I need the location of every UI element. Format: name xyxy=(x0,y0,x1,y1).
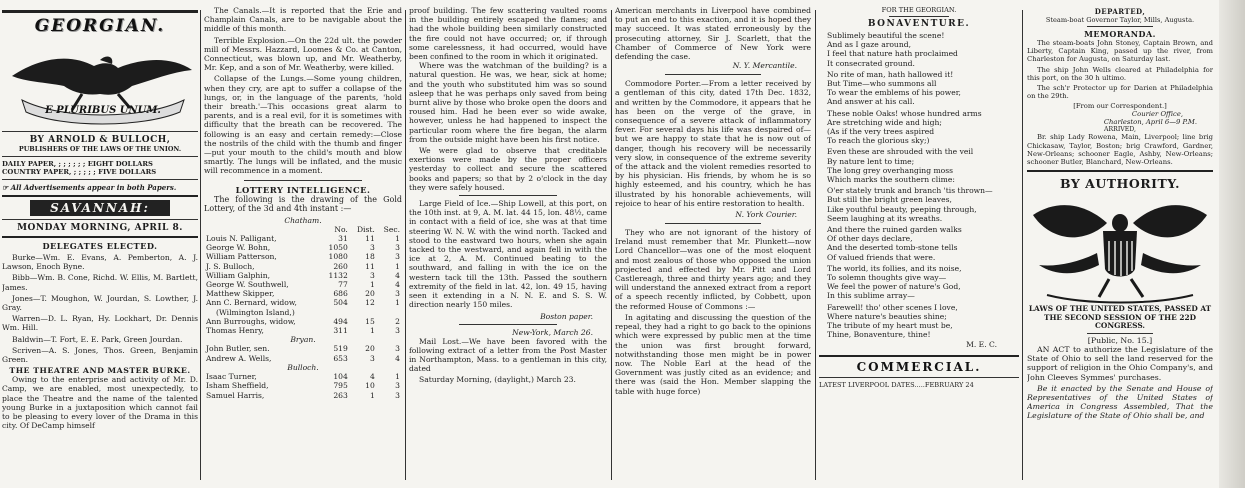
poem-stanza xyxy=(827,264,1019,301)
table-cell: George W. Bohn, xyxy=(206,243,271,253)
mail-lost-dateline: Saturday Morning, (daylight,) March 23. xyxy=(419,375,576,385)
table-cell: 504 xyxy=(333,298,348,308)
mail-lost-article: Mail Lost.—We have been favored with the following extract of a letter from the Post Master in Northampton, Mass. to a gentleman in this city, dated xyxy=(409,336,607,374)
poem-line: The tribute of my heart must be, xyxy=(827,321,953,331)
table-cell: 1 xyxy=(370,326,375,336)
table-cell: J. S. Bulloch, xyxy=(206,261,255,271)
canals-article: The Canals.—It is reported that the Erie and Champlain Canals, are to be navigable about the middle of this month. xyxy=(204,6,402,34)
table-cell: 1 xyxy=(395,298,400,308)
arrived-heading: ARRIVED, xyxy=(1104,126,1136,134)
ireland-article: They who are not ignorant of the history of Ireland must remember that Mr. Plunkett—now Lord Chancellor—was one of the most eloquent and most zealous of those who opposed the union projected and effected by Mr. Pitt and Lord Castlereagh, three and thirty years ago; and they will understand the annexed extract from a report of a speech recently inflicted, by Cobbett, upon the reformed House of Commons :— xyxy=(615,228,811,311)
delegates-list xyxy=(2,253,198,364)
poem-stanza xyxy=(827,186,1019,223)
delegate-entry: Scriven—A. S. Jones, Thos. Green, Benjamin Green. xyxy=(2,345,198,365)
table-cell: 3 xyxy=(395,252,400,262)
eagle-emblem-icon xyxy=(2,36,198,128)
issue-date: MONDAY MORNING, APRIL 8. xyxy=(17,223,183,233)
poem-line: Of other days declare, xyxy=(827,234,913,244)
table-row xyxy=(204,234,402,243)
table-row xyxy=(204,381,402,390)
memoranda-entry: The ship John Wells cleared at Philadelphia for this port, on the 30 h ultimo. xyxy=(1027,65,1213,82)
poem-line: And the deserted tomb-stone tells xyxy=(827,243,958,253)
poem-line: Which marks the southern clime: xyxy=(827,175,955,185)
county-bryan: Bryan. xyxy=(290,335,316,345)
table-cell: 3 xyxy=(395,243,400,253)
country-paper-price: COUNTRY PAPER, ; ; ; ; ; FIVE DOLLARS xyxy=(2,168,157,176)
poem-line: To solemn thoughts give way— xyxy=(827,273,947,283)
table-cell: 77 xyxy=(338,280,348,290)
poem-line: The long grey overhanging moss xyxy=(827,165,954,175)
table-cell: Isaac Turner, xyxy=(206,372,257,382)
table-cell: 1 xyxy=(395,234,400,244)
liverpool-article: American merchants in Liverpool have combined to put an end to this exaction, and it is hoped they may succeed. It was stated erroneously by the prosecuting attorney, Sir J. Scarlett, that the Chamber of Commerce of New York were defending the case. xyxy=(615,6,811,62)
repeal-article: In agitating and discussing the question of the repeal, they had a right to go back to the opinions which were expressed by public men at the time the union was first brought forward, notwithstanding those men might be in power now. The Noble Earl at the head of the Government was justly cited as an evidence; and there was (said the Hon. Member slapping the table with huge force) xyxy=(615,312,811,396)
table-cell: 3 xyxy=(395,289,400,299)
poem-line: In this sublime array— xyxy=(827,291,915,301)
table-cell: 20 xyxy=(365,289,375,299)
table-row xyxy=(204,298,402,307)
commercial-heading: COMMERCIAL. xyxy=(856,359,982,374)
delegate-entry: Bibb—Wm. B. Cone, Richd. W. Ellis, M. Bartlett, James. xyxy=(2,273,198,292)
column-rule xyxy=(815,10,816,480)
table-cell: 10 xyxy=(365,381,375,391)
table-row xyxy=(204,317,402,326)
column-6 xyxy=(1027,6,1213,486)
poem-line: Where nature's beauties shine; xyxy=(827,311,947,321)
table-cell: William Galphin, xyxy=(206,270,271,280)
county-chatham: Chatham. xyxy=(284,215,322,225)
table-cell: Louis N. Palligant, xyxy=(206,234,277,244)
act-title: AN ACT to authorize the Legislature of the State of Ohio to sell the land reserved for the support of religion in the Ohio Company's, and John Cleeves Symmes' purchases. xyxy=(1027,345,1213,382)
table-cell: 1 xyxy=(395,372,400,382)
poem-line: But still the bright green leaves, xyxy=(827,195,952,205)
city-name: SAVANNAH: xyxy=(30,200,170,216)
table-cell: 15 xyxy=(365,316,375,326)
poem-stanza xyxy=(827,31,1019,68)
table-cell: George W. Southwell, xyxy=(206,280,289,290)
delegate-entry: Baldwin—T. Fort, E. E. Park, Green Jourdan. xyxy=(12,334,183,344)
table-cell: 4 xyxy=(395,353,400,363)
column-header: Dist. xyxy=(356,224,375,234)
table-cell: William Patterson, xyxy=(206,252,277,262)
poem-line: Of valued friends that were. xyxy=(827,252,936,262)
poem-line: Thine, Bonaventure, thine! xyxy=(827,330,931,340)
table-cell: 4 xyxy=(370,372,375,382)
lottery-table xyxy=(204,225,402,400)
fire-article-continued: proof building. The few scattering vaulted rooms in the building entirely escaped the flames; and had the whole building been similarly constructed the fire could not have occurred; or, if through some carelessness, it had occurred, would have been confined to the room in which it originated. xyxy=(409,6,607,62)
publishers-line: BY ARNOLD & BULLOCH, xyxy=(29,135,171,145)
by-authority-heading: BY AUTHORITY. xyxy=(1060,176,1180,192)
enacting-clause: Be it enacted by the Senate and House of Representatives of the United States of America in Congress Assembled, That the Legislature of the State of Ohio shall be, and xyxy=(1027,383,1213,421)
courier-source: N. York Courier. xyxy=(735,210,797,220)
delegate-entry: Burke—Wm. E. Evans, A. Pemberton, A. J. Lawson, Enoch Byne. xyxy=(2,253,198,272)
poem-line: Even these are shrouded with the veil xyxy=(827,147,974,157)
table-cell: 3 xyxy=(370,353,375,363)
poem-line: Sublimely beautiful the scene! xyxy=(827,31,945,40)
table-cell: 260 xyxy=(333,261,348,271)
advertisements-note-text: All Advertisements appear in both Papers. xyxy=(10,183,177,192)
delegate-entry: Warren—D. L. Ryan, Hy. Lockhart, Dr. Dennis Wm. Hill. xyxy=(2,314,198,333)
county-bulloch: Bulloch. xyxy=(287,362,319,372)
table-row xyxy=(204,252,402,261)
table-cell: 1 xyxy=(395,261,400,271)
table-cell: 3 xyxy=(370,243,375,253)
table-cell: Andrew A. Wells, xyxy=(206,353,272,363)
column-rule xyxy=(200,10,201,480)
table-cell: 18 xyxy=(365,252,375,262)
table-cell: 263 xyxy=(333,390,348,400)
poem-stanza xyxy=(827,70,1019,107)
memoranda-heading: MEMORANDA. xyxy=(1084,29,1156,39)
masthead-motto: E PLURIBUS UNUM. xyxy=(45,105,161,116)
table-cell: 494 xyxy=(333,316,348,326)
table-cell: 11 xyxy=(365,261,375,271)
table-cell: 20 xyxy=(365,344,375,354)
poem-line: Are stretching wide and high; xyxy=(827,117,942,127)
table-cell: 104 xyxy=(333,372,348,382)
table-cell: John Butler, sen. xyxy=(206,344,270,354)
poem-line: Seem laughing at its wreaths. xyxy=(827,213,943,223)
poem-stanza xyxy=(827,225,1019,262)
poem-signature: M. E. C. xyxy=(966,339,997,349)
column-3 xyxy=(409,6,607,486)
poem-line: And answer at his call. xyxy=(827,97,915,107)
departed-vessel: Steam-boat Governor Taylor, Mills, Augusta. xyxy=(1045,16,1195,24)
boston-source: Boston paper. xyxy=(540,311,593,321)
poem-line: And as I gaze around, xyxy=(827,40,911,50)
explosion-article: Terrible Explosion.—On the 22d ult. the powder mill of Messrs. Hazzard, Loomes & Co. at Canton, Connecticut, was blown up, and Mr. Weatherby, Mr. Kep, and a son of Mr. Weatherby, were killed. xyxy=(204,35,402,73)
table-cell: 12 xyxy=(365,298,375,308)
column-header: Sec. xyxy=(383,224,400,234)
table-row xyxy=(204,243,402,252)
lottery-intro: The following is the drawing of the Gold Lottery, of the 3d and 4th instant :— xyxy=(204,194,402,214)
poem-stanza xyxy=(827,109,1019,146)
exertions-article: We were glad to observe that creditable exertions were made by the proper officers yesterday to collect and secure the scattered books and papers; so that by 2 o'clock in the day they were safely housed. xyxy=(409,146,607,192)
poem-line: It consecrated ground. xyxy=(827,58,915,68)
poem-line: O'er stately trunk and branch 'tis thrown— xyxy=(827,186,993,196)
table-cell: 653 xyxy=(333,353,348,363)
masthead-title: GEORGIAN. xyxy=(34,16,166,36)
mercantile-source: N. Y. Mercantile. xyxy=(732,61,797,71)
column-header: No. xyxy=(334,224,348,234)
table-cell: 686 xyxy=(333,289,348,299)
column-rule xyxy=(611,10,612,480)
lungs-article: Collapse of the Lungs.—Some young children, when they cry, are apt to suffer a collapse of the lungs, or, in the language of the parents, 'hold their breath.'—This occasions great alarm to parents, and is a real evil, for it is sometimes with difficulty that the breath can be recovered. The following is an easy and certain remedy:—Close the nostrils of the child with the thumb and finger—put your mouth to the child's mouth and blow smartly. The lungs will be inflated, and the music will recommence in a moment. xyxy=(204,74,402,176)
pointing-hand-icon: ☞ xyxy=(2,183,9,192)
poem-line: We feel the power of nature's God, xyxy=(827,282,961,292)
table-cell: 3 xyxy=(395,381,400,391)
column-rule xyxy=(405,10,406,480)
for-georgian-line: FOR THE GEORGIAN. xyxy=(881,6,957,14)
table-row xyxy=(204,308,402,317)
table-row xyxy=(204,372,402,381)
daily-paper-price: DAILY PAPER, ; ; ; ; ; ; EIGHT DOLLARS xyxy=(2,160,153,168)
table-cell: 1132 xyxy=(328,270,348,280)
latest-liverpool-dates: LATEST LIVERPOOL DATES.....FEBRUARY 24 xyxy=(819,380,974,389)
table-cell: 3 xyxy=(395,326,400,336)
table-cell: Ann C. Bernard, widow, xyxy=(206,298,297,308)
table-row xyxy=(204,354,402,363)
poem-title: BONAVENTURE. xyxy=(867,19,971,29)
column-5 xyxy=(819,6,1019,486)
watchman-article: Where was the watchman of the building? is a natural question. He was, we hear, sick at home; and the youth who substituted him was so sound asleep that he was perhaps only saved from being burnt alive by those who broke open the doors and roused him. Had he been ever so wide awake, however, unless he had happened to inspect the particular room where the fire began, the alarm from the outside might have been his first notice. xyxy=(409,61,607,144)
charleston-dateline: Charleston, April 6—9 P.M. xyxy=(1103,118,1197,127)
table-cell: (Wilmington Island,) xyxy=(216,307,295,317)
table-cell: 1050 xyxy=(328,243,348,253)
ny-dateline: New-York, March 26. xyxy=(512,327,593,337)
table-cell: 1 xyxy=(370,280,375,290)
table-cell: Isham Sheffield, xyxy=(206,381,269,391)
table-row xyxy=(204,391,402,400)
table-header-row xyxy=(204,225,402,234)
table-row xyxy=(204,289,402,298)
correspondent-line: [From our Correspondent.] xyxy=(1073,102,1167,111)
courier-office-line: Courier Office, xyxy=(1131,110,1183,119)
publishers-subline: PUBLISHERS OF THE LAWS OF THE UNION. xyxy=(18,145,182,153)
table-cell: 795 xyxy=(333,381,348,391)
table-cell: 3 xyxy=(370,270,375,280)
poem-line: By nature lent to time; xyxy=(827,156,915,166)
poem xyxy=(819,31,1019,340)
memoranda-entry: The steam-boats John Stoney, Captain Brown, and Liberty, Captain King, passed up the river, from Charleston for Augusta, on Saturday last. xyxy=(1027,39,1213,64)
poem-line: The world, its follies, and its noise, xyxy=(827,263,962,273)
departed-heading: DEPARTED, xyxy=(1094,7,1146,16)
table-row xyxy=(204,326,402,335)
table-row xyxy=(204,271,402,280)
column-4 xyxy=(615,6,811,486)
poem-line: To reach the glorious sky;) xyxy=(827,136,930,146)
masthead-column xyxy=(2,6,198,486)
poem-line: These noble Oaks! whose hundred arms xyxy=(827,108,982,118)
poem-line: And there the ruined garden walks xyxy=(827,225,962,235)
delegate-entry: Jones—T. Moughon, W. Jourdan, S. Lowther, J. Gray. xyxy=(2,293,198,313)
table-row xyxy=(204,280,402,289)
ice-field-article: Large Field of Ice.—Ship Lowell, at this port, on the 10th inst. at 9, A. M. lat. 44 15, lon. 48½, came in contact with a field of ice, she was at that time steering W. N. W. with the wind north. Tacked and stood to the eastward two hours, when she again tacked to the westward, and again fell in with the ice at 2, A. M. Continued beating to the southward, and falling in with the ice on the western tack till the 13th. Passed the southern extremity of the field in lat. 42, lon. 49 15, having seen it extending in a N. N. E. and S. S. W. direction nearly 150 miles. xyxy=(409,199,607,310)
eagle-shield-emblem-icon xyxy=(1027,193,1213,305)
table-cell: 3 xyxy=(395,390,400,400)
memoranda-entry: The sch'r Protector up for Darien at Philadelphia on the 29th. xyxy=(1027,84,1213,101)
column-rule xyxy=(1022,10,1023,480)
poem-line: (As if the very trees aspired xyxy=(827,127,935,137)
arrived-list: Br. ship Lady Rowena, Main, Liverpool; line brig Chickasaw, Taylor, Boston; brig Crawford, Gardner, New-Orleans; schooner Eagle, Ashby, New-Orleans; schooner Butler, Blanchard, New-Orleans. xyxy=(1027,133,1213,167)
table-cell: Matthew Skipper, xyxy=(206,289,275,299)
table-row xyxy=(204,262,402,271)
poem-line: But Time—who summons all xyxy=(827,79,937,89)
poem-line: I feel that nature hath proclaimed xyxy=(827,49,958,59)
poem-line: To wear the emblems of his power, xyxy=(827,88,961,98)
public-number: [Public, No. 15.] xyxy=(1087,336,1153,346)
table-cell: Samuel Harris, xyxy=(206,390,265,400)
table-cell: Thomas Henry, xyxy=(206,326,264,336)
table-cell: Ann Burroughs, widow, xyxy=(206,316,296,326)
table-cell: 4 xyxy=(395,270,400,280)
theatre-article: Owing to the enterprise and activity of Mr. D. Camp, we are enabled, most unexpectedly, to place the Theatre and the name of the talented young Burke in a juxtaposition which cannot fail to be pleasing to every lover of the Drama in this city. Of DeCamp himself xyxy=(2,375,198,431)
delegates-heading: DELEGATES ELECTED. xyxy=(42,241,158,251)
poem-stanza xyxy=(827,303,1019,340)
table-cell: 4 xyxy=(395,280,400,290)
page-edge-shadow xyxy=(1219,0,1245,488)
table-cell: 3 xyxy=(395,344,400,354)
table-row xyxy=(204,344,402,353)
poem-stanza xyxy=(827,147,1019,184)
advertisements-note xyxy=(2,183,198,192)
table-cell: 2 xyxy=(395,316,400,326)
lottery-heading: LOTTERY INTELLIGENCE. xyxy=(235,184,371,195)
laws-heading: LAWS OF THE UNITED STATES, PASSED AT THE SECOND SESSION OF THE 22D CONGRESS. xyxy=(1028,304,1212,331)
poem-line: Like youthful beauty, peeping through, xyxy=(827,204,977,214)
table-cell: 11 xyxy=(365,234,375,244)
table-cell: 311 xyxy=(333,326,348,336)
table-cell: 519 xyxy=(333,344,348,354)
theatre-heading: THE THEATRE AND MASTER BURKE. xyxy=(9,366,191,376)
commodore-porter-article: Commodore Porter.—From a letter received by a gentleman of this city, dated 17th Dec. 1832, and written by the Commodore, it appears that he has been on the verge of the grave, in consequence of a severe attack of inflammatory fever. For several days his life was despaired of—but we are happy to state that he is now out of danger, though his recovery will be necessarily very slow, in consequence of the extreme severity of the attack and the violent remedies resorted to by his physician. His friends, by whom he is so highly esteemed, and his country, which he has illustrated by his honorable achievements, will rejoice to hear of his entire restoration to health. xyxy=(615,79,811,208)
column-2 xyxy=(204,6,402,486)
table-cell: 1 xyxy=(370,390,375,400)
poem-line: No rite of man, hath hallowed it! xyxy=(827,69,954,79)
table-cell: 31 xyxy=(338,234,348,244)
poem-line: Farewell! tho' other scenes I love, xyxy=(827,302,958,312)
table-cell: 1080 xyxy=(328,252,348,262)
